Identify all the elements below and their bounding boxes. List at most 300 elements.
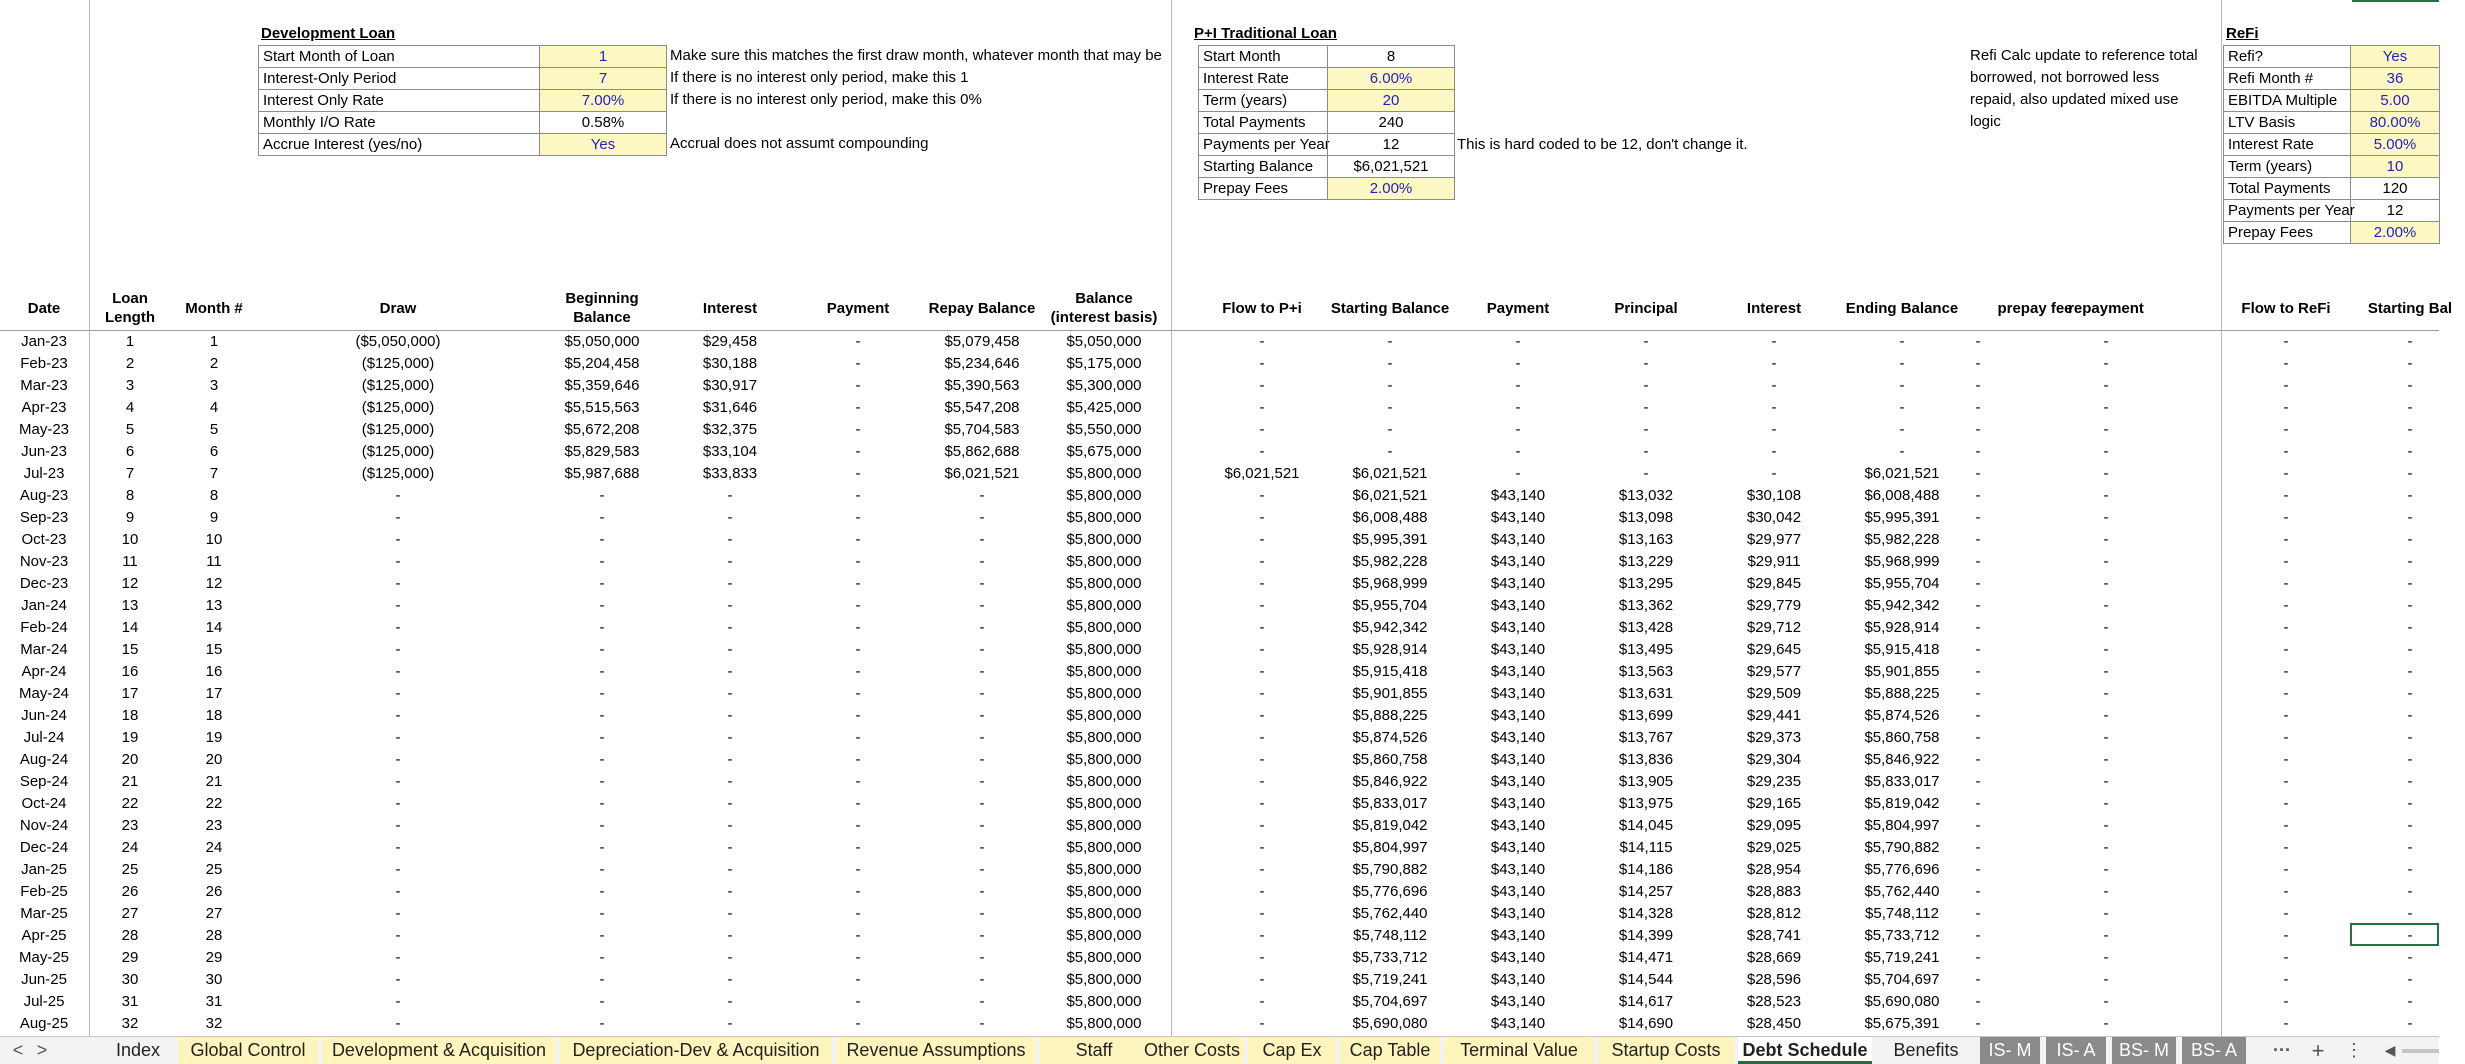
table-cell[interactable]: - (855, 553, 861, 570)
table-cell[interactable]: $28,741 (1746, 927, 1802, 944)
table-cell[interactable]: - (395, 971, 401, 988)
table-cell[interactable]: - (855, 861, 861, 878)
table-cell[interactable]: 27 (205, 905, 223, 922)
table-cell[interactable]: - (855, 1015, 861, 1032)
table-cell[interactable]: $5,790,882 (1352, 861, 1428, 878)
table-cell[interactable]: Nov-24 (19, 817, 69, 834)
table-cell[interactable]: $5,550,000 (1066, 421, 1142, 438)
table-cell[interactable]: - (395, 707, 401, 724)
table-cell[interactable]: - (1387, 421, 1393, 438)
table-cell[interactable]: 2 (125, 355, 135, 372)
table-cell[interactable]: - (1515, 377, 1521, 394)
table-cell[interactable]: - (1975, 971, 1981, 988)
table-cell[interactable]: - (2283, 641, 2289, 658)
table-cell[interactable]: - (979, 993, 985, 1010)
table-cell[interactable]: $28,669 (1746, 949, 1802, 966)
table-cell[interactable]: Oct-23 (21, 531, 67, 548)
table-cell[interactable]: - (1259, 773, 1265, 790)
table-cell[interactable]: $5,704,583 (944, 421, 1020, 438)
table-cell[interactable]: - (979, 971, 985, 988)
add-sheet-button[interactable]: + (2311, 1038, 2325, 1063)
tab-other-costs[interactable]: Other Costs (1140, 1037, 1244, 1064)
table-cell[interactable]: $43,140 (1490, 971, 1546, 988)
table-cell[interactable]: - (599, 751, 605, 768)
table-cell[interactable]: $5,860,758 (1864, 729, 1940, 746)
table-cell[interactable]: $5,995,391 (1352, 531, 1428, 548)
table-cell[interactable]: $6,021,521 (944, 465, 1020, 482)
table-cell[interactable]: $43,140 (1490, 905, 1546, 922)
table-cell[interactable]: $5,800,000 (1066, 641, 1142, 658)
table-cell[interactable]: $43,140 (1490, 575, 1546, 592)
table-cell[interactable]: - (599, 619, 605, 636)
table-cell[interactable]: $5,982,228 (1864, 531, 1940, 548)
table-cell[interactable]: - (1259, 377, 1265, 394)
table-cell[interactable]: $29,577 (1746, 663, 1802, 680)
table-cell[interactable]: - (2103, 465, 2109, 482)
table-cell[interactable]: $43,140 (1490, 487, 1546, 504)
table-cell[interactable]: - (855, 839, 861, 856)
table-cell[interactable]: $14,186 (1618, 861, 1674, 878)
table-cell[interactable]: - (979, 509, 985, 526)
table-cell[interactable]: - (395, 597, 401, 614)
table-cell[interactable]: $29,911 (1747, 553, 1801, 570)
table-cell[interactable]: - (1975, 509, 1981, 526)
table-cell[interactable]: - (727, 509, 733, 526)
table-cell[interactable]: - (2283, 487, 2289, 504)
table-cell[interactable]: - (1259, 993, 1265, 1010)
table-cell[interactable]: - (855, 443, 861, 460)
table-cell[interactable]: $5,888,225 (1864, 685, 1940, 702)
table-cell[interactable]: - (1387, 443, 1393, 460)
table-cell[interactable]: - (599, 773, 605, 790)
table-cell[interactable]: $5,800,000 (1066, 751, 1142, 768)
table-cell[interactable]: - (395, 927, 401, 944)
table-cell[interactable]: $13,836 (1618, 751, 1674, 768)
table-cell[interactable]: - (1259, 751, 1265, 768)
table-cell[interactable]: - (395, 509, 401, 526)
table-cell[interactable]: $5,690,080 (1352, 1015, 1428, 1032)
table-cell[interactable]: $29,845 (1746, 575, 1802, 592)
table-cell[interactable]: - (2407, 905, 2413, 922)
table-cell[interactable]: - (599, 971, 605, 988)
table-cell[interactable]: - (599, 685, 605, 702)
table-cell[interactable]: - (2283, 663, 2289, 680)
table-cell[interactable]: $14,045 (1618, 817, 1674, 834)
table-cell[interactable]: - (979, 575, 985, 592)
table-cell[interactable]: $6,021,521 (1352, 465, 1428, 482)
table-cell[interactable]: - (2407, 553, 2413, 570)
table-cell[interactable]: $13,905 (1618, 773, 1674, 790)
table-cell[interactable]: - (1259, 333, 1265, 350)
table-cell[interactable]: - (1259, 619, 1265, 636)
table-cell[interactable]: $43,140 (1490, 773, 1546, 790)
table-cell[interactable]: $32,375 (702, 421, 758, 438)
table-cell[interactable]: - (1975, 465, 1981, 482)
table-cell[interactable]: $5,300,000 (1066, 377, 1142, 394)
table-cell[interactable]: - (395, 839, 401, 856)
table-cell[interactable]: 20 (121, 751, 139, 768)
table-cell[interactable]: $29,509 (1746, 685, 1802, 702)
table-cell[interactable]: - (1899, 355, 1905, 372)
table-cell[interactable]: 6 (125, 443, 135, 460)
table-cell[interactable]: - (855, 905, 861, 922)
param-input-cell[interactable]: 7 (539, 67, 667, 90)
table-cell[interactable]: $5,800,000 (1066, 971, 1142, 988)
table-cell[interactable]: - (1899, 443, 1905, 460)
table-cell[interactable]: - (1975, 817, 1981, 834)
table-cell[interactable]: - (599, 575, 605, 592)
table-cell[interactable]: - (855, 817, 861, 834)
table-cell[interactable]: - (855, 707, 861, 724)
table-cell[interactable]: Apr-23 (21, 399, 67, 416)
table-cell[interactable]: - (1975, 949, 1981, 966)
table-cell[interactable]: $43,140 (1490, 619, 1546, 636)
table-cell[interactable]: Nov-23 (19, 553, 69, 570)
table-cell[interactable]: 13 (121, 597, 139, 614)
tab-is-a[interactable]: IS- A (2046, 1037, 2106, 1064)
table-cell[interactable]: $43,140 (1490, 839, 1546, 856)
table-cell[interactable]: $29,235 (1746, 773, 1802, 790)
table-cell[interactable]: $30,188 (702, 355, 758, 372)
table-cell[interactable]: 16 (121, 663, 139, 680)
table-cell[interactable]: - (2407, 773, 2413, 790)
table-cell[interactable]: $5,748,112 (1353, 927, 1427, 944)
table-cell[interactable]: - (727, 641, 733, 658)
table-cell[interactable]: - (2283, 729, 2289, 746)
table-cell[interactable]: $5,719,241 (1352, 971, 1428, 988)
table-cell[interactable]: - (2103, 751, 2109, 768)
table-cell[interactable]: - (599, 531, 605, 548)
table-cell[interactable]: $5,800,000 (1066, 795, 1142, 812)
table-cell[interactable]: $6,008,488 (1864, 487, 1940, 504)
table-cell[interactable]: $43,140 (1490, 531, 1546, 548)
table-cell[interactable]: $6,021,521 (1864, 465, 1940, 482)
table-cell[interactable]: $14,257 (1618, 883, 1674, 900)
table-cell[interactable]: $43,140 (1490, 861, 1546, 878)
table-cell[interactable]: - (1259, 575, 1265, 592)
table-cell[interactable]: - (1975, 641, 1981, 658)
table-cell[interactable]: 9 (209, 509, 219, 526)
table-cell[interactable]: - (855, 465, 861, 482)
table-cell[interactable]: - (2283, 839, 2289, 856)
table-cell[interactable]: Sep-24 (19, 773, 69, 790)
table-cell[interactable]: - (2407, 993, 2413, 1010)
table-cell[interactable]: $14,115 (1619, 839, 1673, 856)
more-tabs-icon[interactable]: ··· (2273, 1040, 2291, 1060)
table-cell[interactable]: $43,140 (1490, 949, 1546, 966)
table-cell[interactable]: $43,140 (1490, 729, 1546, 746)
table-cell[interactable]: $29,304 (1746, 751, 1802, 768)
table-cell[interactable]: - (1643, 399, 1649, 416)
table-cell[interactable]: - (2283, 993, 2289, 1010)
table-cell[interactable]: - (855, 377, 861, 394)
table-cell[interactable]: - (599, 817, 605, 834)
table-cell[interactable]: - (855, 333, 861, 350)
table-cell[interactable]: 21 (205, 773, 223, 790)
table-cell[interactable]: 10 (121, 531, 139, 548)
table-cell[interactable]: $5,995,391 (1864, 509, 1940, 526)
table-cell[interactable]: 5 (125, 421, 135, 438)
table-cell[interactable]: - (855, 509, 861, 526)
table-cell[interactable]: - (1899, 333, 1905, 350)
table-cell[interactable]: $30,108 (1746, 487, 1802, 504)
table-cell[interactable]: $5,690,080 (1864, 993, 1940, 1010)
table-cell[interactable]: $5,050,000 (564, 333, 640, 350)
table-cell[interactable]: - (2283, 751, 2289, 768)
table-cell[interactable]: - (1259, 641, 1265, 658)
table-cell[interactable]: - (727, 905, 733, 922)
table-cell[interactable]: $5,833,017 (1864, 773, 1940, 790)
table-cell[interactable]: - (2283, 553, 2289, 570)
table-cell[interactable]: $5,829,583 (564, 443, 640, 460)
table-cell[interactable]: $28,812 (1746, 905, 1802, 922)
table-cell[interactable]: - (2103, 641, 2109, 658)
table-cell[interactable]: $30,042 (1746, 509, 1802, 526)
table-cell[interactable]: - (2103, 773, 2109, 790)
tab-development-acquisition[interactable]: Development & Acquisition (322, 1037, 556, 1064)
param-input-cell[interactable]: Yes (2350, 45, 2440, 68)
table-cell[interactable]: - (2407, 333, 2413, 350)
table-cell[interactable]: $5,901,855 (1352, 685, 1428, 702)
table-cell[interactable]: - (2407, 619, 2413, 636)
table-cell[interactable]: 26 (205, 883, 223, 900)
table-cell[interactable]: - (599, 883, 605, 900)
table-cell[interactable]: $5,547,208 (944, 399, 1020, 416)
table-cell[interactable]: $5,928,914 (1352, 641, 1428, 658)
table-cell[interactable]: - (599, 597, 605, 614)
table-cell[interactable]: - (1515, 355, 1521, 372)
table-cell[interactable]: - (2407, 487, 2413, 504)
table-cell[interactable]: - (2283, 531, 2289, 548)
table-cell[interactable]: - (599, 839, 605, 856)
table-cell[interactable]: - (1259, 1015, 1265, 1032)
table-cell[interactable]: $5,733,712 (1864, 927, 1940, 944)
table-cell[interactable]: $30,917 (702, 377, 758, 394)
table-cell[interactable]: - (727, 487, 733, 504)
table-cell[interactable]: - (1975, 597, 1981, 614)
table-cell[interactable]: - (2103, 355, 2109, 372)
table-cell[interactable]: - (855, 883, 861, 900)
table-cell[interactable]: 23 (205, 817, 223, 834)
table-cell[interactable]: - (2103, 883, 2109, 900)
table-cell[interactable]: - (979, 751, 985, 768)
table-cell[interactable]: $5,515,563 (564, 399, 640, 416)
tab-debt-schedule[interactable]: Debt Schedule (1738, 1037, 1872, 1064)
table-cell[interactable]: Mar-24 (20, 641, 68, 658)
table-cell[interactable]: 1 (209, 333, 219, 350)
table-cell[interactable]: $5,672,208 (564, 421, 640, 438)
table-cell[interactable]: - (979, 663, 985, 680)
table-cell[interactable]: - (727, 817, 733, 834)
table-cell[interactable]: - (727, 773, 733, 790)
table-cell[interactable]: - (2103, 575, 2109, 592)
table-cell[interactable]: - (1259, 421, 1265, 438)
table-cell[interactable]: - (2407, 927, 2413, 944)
table-cell[interactable]: - (727, 927, 733, 944)
table-cell[interactable]: - (599, 487, 605, 504)
table-cell[interactable]: - (599, 993, 605, 1010)
table-cell[interactable]: - (2283, 597, 2289, 614)
table-cell[interactable]: 3 (209, 377, 219, 394)
table-cell[interactable]: - (1259, 861, 1265, 878)
table-cell[interactable]: - (1975, 1015, 1981, 1032)
table-cell[interactable]: - (727, 685, 733, 702)
table-cell[interactable]: - (1643, 421, 1649, 438)
table-cell[interactable]: - (1259, 971, 1265, 988)
table-cell[interactable]: 15 (205, 641, 223, 658)
table-cell[interactable]: $5,800,000 (1066, 817, 1142, 834)
tab-revenue-assumptions[interactable]: Revenue Assumptions (836, 1037, 1036, 1064)
param-input-cell[interactable]: 10 (2350, 155, 2440, 178)
table-cell[interactable]: - (2283, 707, 2289, 724)
table-cell[interactable]: - (2103, 597, 2109, 614)
table-cell[interactable]: Sep-23 (19, 509, 69, 526)
table-cell[interactable]: - (727, 839, 733, 856)
param-input-cell[interactable]: 36 (2350, 67, 2440, 90)
table-cell[interactable]: - (979, 861, 985, 878)
table-cell[interactable]: Jan-25 (21, 861, 67, 878)
table-cell[interactable]: 24 (121, 839, 139, 856)
table-cell[interactable]: $5,776,696 (1352, 883, 1428, 900)
table-cell[interactable]: - (2407, 707, 2413, 724)
table-cell[interactable]: $5,800,000 (1066, 619, 1142, 636)
table-cell[interactable]: $5,800,000 (1066, 949, 1142, 966)
table-cell[interactable]: - (2283, 443, 2289, 460)
table-cell[interactable]: $5,928,914 (1864, 619, 1940, 636)
table-cell[interactable]: Mar-25 (20, 905, 68, 922)
table-cell[interactable]: - (1975, 399, 1981, 416)
table-cell[interactable]: 31 (205, 993, 223, 1010)
table-cell[interactable]: - (1975, 531, 1981, 548)
table-cell[interactable]: - (2283, 355, 2289, 372)
table-cell[interactable]: Aug-23 (19, 487, 69, 504)
param-input-cell[interactable]: 20 (1327, 89, 1455, 112)
table-cell[interactable]: 19 (121, 729, 139, 746)
table-cell[interactable]: $5,800,000 (1066, 487, 1142, 504)
table-cell[interactable]: $5,790,882 (1864, 839, 1940, 856)
table-cell[interactable]: $5,955,704 (1864, 575, 1940, 592)
table-cell[interactable]: - (727, 663, 733, 680)
table-cell[interactable]: - (2283, 817, 2289, 834)
table-cell[interactable]: - (1643, 443, 1649, 460)
table-cell[interactable]: $5,800,000 (1066, 663, 1142, 680)
table-cell[interactable]: $13,032 (1618, 487, 1674, 504)
table-cell[interactable]: Apr-24 (21, 663, 67, 680)
table-cell[interactable]: - (855, 421, 861, 438)
table-cell[interactable]: $29,712 (1746, 619, 1802, 636)
tab-cap-table[interactable]: Cap Table (1340, 1037, 1440, 1064)
table-cell[interactable]: $5,860,758 (1352, 751, 1428, 768)
table-cell[interactable]: - (979, 553, 985, 570)
table-cell[interactable]: $43,140 (1490, 1015, 1546, 1032)
table-cell[interactable]: - (1899, 399, 1905, 416)
table-cell[interactable]: - (979, 641, 985, 658)
table-cell[interactable]: - (599, 663, 605, 680)
tab-benefits[interactable]: Benefits (1876, 1037, 1976, 1064)
table-cell[interactable]: - (727, 1015, 733, 1032)
table-cell[interactable]: 28 (121, 927, 139, 944)
table-cell[interactable]: 21 (121, 773, 139, 790)
table-cell[interactable]: - (1975, 773, 1981, 790)
table-cell[interactable]: - (2407, 377, 2413, 394)
table-cell[interactable]: - (1771, 377, 1777, 394)
table-cell[interactable]: $14,471 (1618, 949, 1674, 966)
table-cell[interactable]: - (1259, 795, 1265, 812)
table-cell[interactable]: $5,390,563 (944, 377, 1020, 394)
table-cell[interactable]: $5,942,342 (1352, 619, 1428, 636)
table-cell[interactable]: $13,163 (1618, 531, 1674, 548)
table-cell[interactable]: - (1899, 421, 1905, 438)
table-cell[interactable]: 8 (209, 487, 219, 504)
table-cell[interactable]: 17 (121, 685, 139, 702)
param-input-cell[interactable]: 2.00% (2350, 221, 2440, 244)
table-cell[interactable]: - (727, 553, 733, 570)
tab-global-control[interactable]: Global Control (178, 1037, 318, 1064)
table-cell[interactable]: - (2103, 1015, 2109, 1032)
table-cell[interactable]: May-23 (18, 421, 70, 438)
tab-menu-icon[interactable]: ⋮ (2345, 1040, 2363, 1060)
table-cell[interactable]: - (979, 1015, 985, 1032)
table-cell[interactable]: - (2407, 355, 2413, 372)
table-cell[interactable]: - (1771, 443, 1777, 460)
table-cell[interactable]: Jul-25 (23, 993, 65, 1010)
table-cell[interactable]: 24 (205, 839, 223, 856)
table-cell[interactable]: - (855, 619, 861, 636)
table-cell[interactable]: Feb-24 (20, 619, 68, 636)
param-input-cell[interactable]: 1 (539, 45, 667, 68)
table-cell[interactable]: - (599, 861, 605, 878)
table-cell[interactable]: - (395, 795, 401, 812)
table-cell[interactable]: - (2407, 465, 2413, 482)
table-cell[interactable]: 12 (205, 575, 223, 592)
table-cell[interactable]: $5,819,042 (1352, 817, 1428, 834)
table-cell[interactable]: - (727, 949, 733, 966)
param-input-cell[interactable]: 7.00% (539, 89, 667, 112)
table-cell[interactable]: - (855, 993, 861, 1010)
table-cell[interactable]: $5,050,000 (1066, 333, 1142, 350)
table-cell[interactable]: $5,915,418 (1352, 663, 1428, 680)
table-cell[interactable]: $43,140 (1490, 707, 1546, 724)
table-cell[interactable]: $43,140 (1490, 641, 1546, 658)
table-cell[interactable]: - (727, 575, 733, 592)
table-cell[interactable]: 16 (205, 663, 223, 680)
table-cell[interactable]: - (2407, 509, 2413, 526)
table-cell[interactable]: - (727, 619, 733, 636)
table-cell[interactable]: - (855, 597, 861, 614)
table-cell[interactable]: - (395, 685, 401, 702)
table-cell[interactable]: - (979, 531, 985, 548)
table-cell[interactable]: $5,704,697 (1864, 971, 1940, 988)
table-cell[interactable]: $5,968,999 (1352, 575, 1428, 592)
table-cell[interactable]: $5,800,000 (1066, 773, 1142, 790)
table-cell[interactable]: $43,140 (1490, 663, 1546, 680)
table-cell[interactable]: - (395, 619, 401, 636)
table-cell[interactable]: $14,328 (1618, 905, 1674, 922)
table-cell[interactable]: - (1259, 729, 1265, 746)
table-cell[interactable]: - (2103, 333, 2109, 350)
table-cell[interactable]: $29,373 (1746, 729, 1802, 746)
table-cell[interactable]: - (1975, 685, 1981, 702)
table-cell[interactable]: ($125,000) (361, 465, 435, 482)
table-cell[interactable]: - (979, 927, 985, 944)
param-input-cell[interactable]: 2.00% (1327, 177, 1455, 200)
table-cell[interactable]: 5 (209, 421, 219, 438)
table-cell[interactable]: Dec-23 (19, 575, 69, 592)
table-cell[interactable]: $5,234,646 (944, 355, 1020, 372)
table-cell[interactable]: May-24 (18, 685, 70, 702)
table-cell[interactable]: - (1975, 355, 1981, 372)
table-cell[interactable]: $5,776,696 (1864, 861, 1940, 878)
